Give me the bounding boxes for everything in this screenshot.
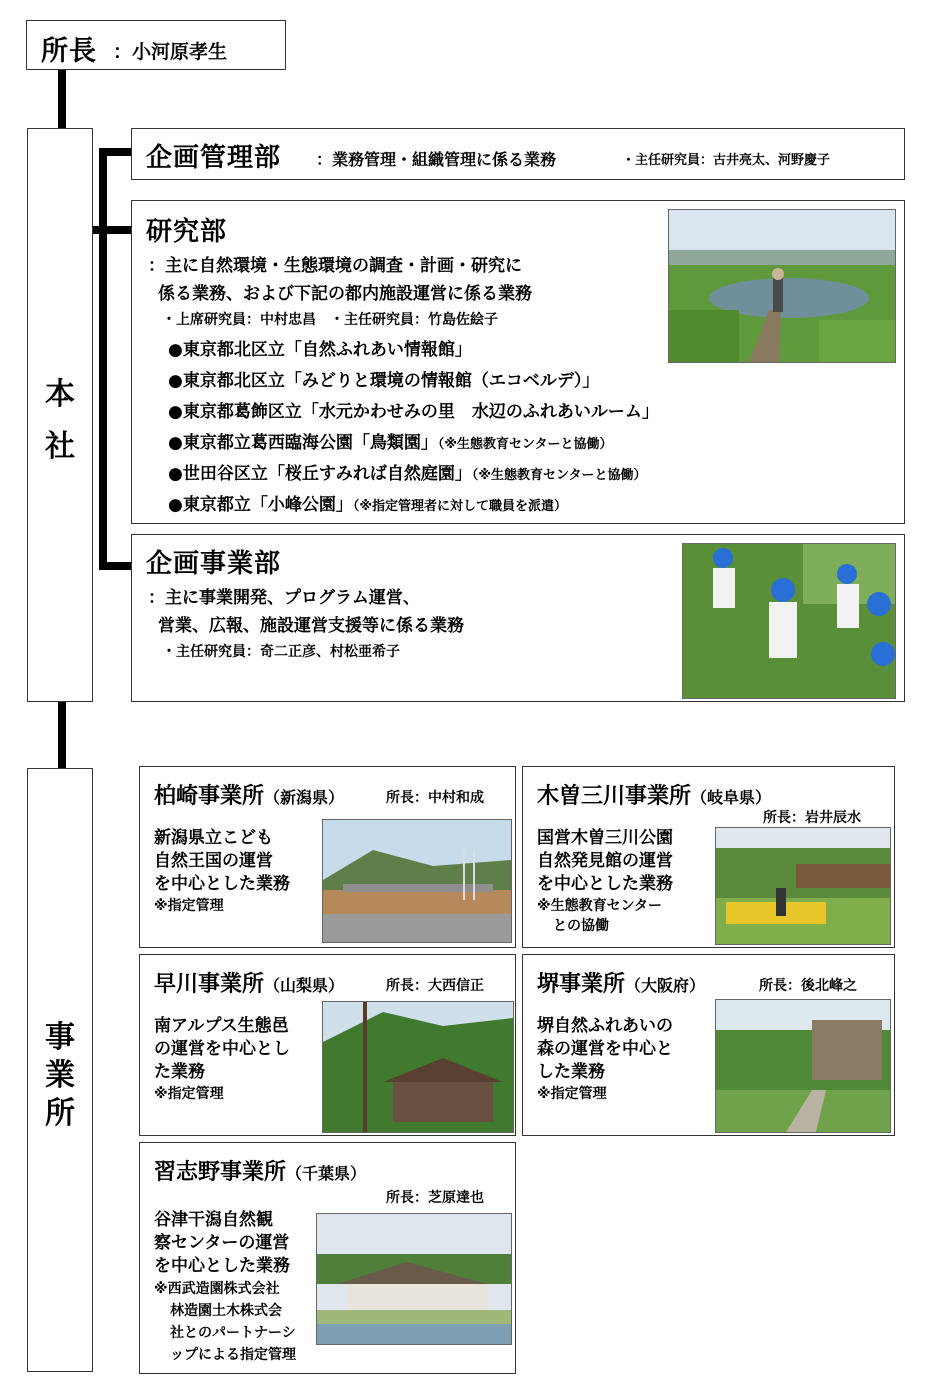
office-desc — [154, 827, 290, 916]
kenkyu-box — [131, 200, 905, 524]
office-head: 所長：大西信正 — [386, 978, 484, 994]
desc-line: 南アルプス生態邑 — [154, 1016, 289, 1036]
honsha-label — [28, 369, 92, 473]
connector-kenkyu — [92, 226, 132, 234]
honsha-char-1: 本 — [45, 377, 75, 412]
director-name: ：小河原孝生 — [113, 41, 228, 63]
kikaku-jigyo-title: 企画事業部 — [146, 549, 282, 579]
facility-main: ●東京都立「小峰公園」 — [168, 495, 353, 515]
office-kashiwazaki-header — [154, 779, 344, 810]
director-title: 所長 — [41, 36, 97, 67]
note-line: ※指定管理 — [537, 1086, 607, 1102]
facility-item — [168, 335, 659, 366]
kenkyu-desc-1: ：主に自然環境・生態環境の調査・計画・研究に — [148, 256, 522, 276]
children-photo-illustration — [683, 544, 895, 698]
desc-line: 自然発見館の運営 — [537, 851, 673, 871]
hayakawa-photo-illustration — [323, 1002, 513, 1132]
facility-main: ●世田谷区立「桜丘すみれば自然庭園」 — [168, 464, 472, 484]
facility-note: （※指定管理者に対して職員を派遣） — [352, 499, 567, 514]
kikaku-kanri-staff: ・主任研究員：古井亮太、河野慶子 — [622, 153, 831, 168]
office-sakai — [522, 954, 895, 1136]
note-line: ※指定管理 — [154, 898, 224, 914]
facility-item — [168, 428, 659, 459]
office-sakai-photo — [715, 999, 891, 1133]
office-pref: （岐阜県） — [691, 788, 772, 807]
note-line: との協働 — [553, 918, 609, 934]
connector-honsha-branch — [99, 150, 107, 568]
desc-line: 新潟県立こども — [154, 828, 273, 848]
office-narashino-header — [154, 1155, 366, 1186]
office-desc — [537, 827, 673, 936]
desc-line: 森の運営を中心と — [537, 1039, 673, 1059]
office-hayakawa-photo — [322, 1001, 514, 1133]
office-kashiwazaki — [139, 766, 516, 948]
office-title: 木曽三川事業所 — [537, 784, 692, 809]
office-desc — [154, 1209, 296, 1366]
kiso-photo-illustration — [716, 828, 890, 944]
office-narashino-photo — [316, 1213, 512, 1345]
office-head: 所長：岩井辰水 — [763, 810, 861, 826]
kikaku-kanri-box — [131, 128, 905, 180]
desc-line: 察センターの運営 — [154, 1233, 290, 1253]
jigyosho-box — [27, 768, 93, 1372]
kenkyu-title: 研究部 — [146, 217, 228, 247]
kenkyu-staff: ・上席研究員：中村忠昌 ・主任研究員：竹島佐絵子 — [162, 312, 498, 328]
kikaku-jigyo-desc-2: 営業、広報、施設運営支援等に係る業務 — [158, 616, 464, 636]
connector-honsha-jigyosho — [58, 700, 66, 768]
note-line: ップによる指定管理 — [170, 1347, 296, 1363]
desc-line: 谷津干潟自然観 — [154, 1210, 273, 1230]
kenkyu-facility-list — [168, 335, 659, 521]
note-line: ※生態教育センター — [537, 898, 663, 914]
connector-kikaku-kanri — [99, 148, 132, 156]
sakai-photo-illustration — [716, 1000, 890, 1132]
desc-line: 自然王国の運営 — [154, 851, 273, 871]
office-title: 柏崎事業所 — [154, 784, 265, 809]
office-pref: （新潟県） — [264, 788, 345, 807]
facility-item — [168, 366, 659, 397]
kikaku-jigyo-staff: ・主任研究員：奇二正彦、村松亜希子 — [162, 644, 400, 660]
office-kashiwazaki-photo — [322, 819, 512, 943]
office-narashino — [139, 1142, 516, 1374]
connector-director-honsha — [58, 70, 66, 130]
desc-line: 堺自然ふれあいの — [537, 1016, 673, 1036]
office-sakai-header — [537, 967, 705, 998]
facility-item — [168, 397, 659, 428]
office-pref: （山梨県） — [264, 976, 345, 995]
desc-line: を中心とした業務 — [537, 874, 673, 894]
director-box — [26, 20, 286, 70]
kikaku-kanri-desc: ：業務管理・組織管理に係る業務 — [316, 150, 557, 169]
note-line: 林造園土木株式会 — [170, 1303, 282, 1319]
facility-item — [168, 490, 659, 521]
desc-line: の運営を中心とし — [154, 1039, 290, 1059]
kenkyu-photo — [668, 209, 896, 363]
connector-kikaku-jigyo — [99, 562, 132, 570]
facility-main: ●東京都葛飾区立「水元かわせみの里 水辺のふれあいルーム」 — [168, 402, 659, 422]
note-line: 社とのパートナーシ — [170, 1325, 296, 1341]
office-desc — [537, 1015, 673, 1104]
office-hayakawa-header — [154, 967, 344, 998]
wetland-photo-illustration — [669, 210, 895, 362]
facility-main: ●東京都北区立「みどりと環境の情報館（エコベルデ）」 — [168, 371, 600, 391]
office-head: 所長：後北峰之 — [759, 978, 857, 994]
office-title: 堺事業所 — [537, 972, 626, 997]
office-kiso-header — [537, 779, 771, 810]
narashino-photo-illustration — [317, 1214, 511, 1344]
note-line: ※指定管理 — [154, 1086, 224, 1102]
desc-line: した業務 — [537, 1062, 605, 1082]
honsha-char-2: 社 — [45, 429, 75, 464]
kikaku-jigyo-desc-1: ：主に事業開発、プログラム運営、 — [148, 588, 420, 608]
desc-line: た業務 — [154, 1062, 205, 1082]
office-title: 習志野事業所 — [154, 1160, 287, 1185]
office-head: 所長：芝原達也 — [386, 1190, 484, 1206]
jigyosho-char-3: 所 — [45, 1096, 75, 1131]
desc-line: を中心とした業務 — [154, 874, 290, 894]
jigyosho-label — [28, 1019, 92, 1133]
kenkyu-desc-2: 係る業務、および下記の都内施設運営に係る業務 — [158, 284, 532, 304]
office-pref: （大阪府） — [625, 976, 706, 995]
kikaku-kanri-title: 企画管理部 — [146, 143, 282, 173]
facility-note: （※生態教育センターと協働） — [437, 437, 613, 452]
office-pref: （千葉県） — [286, 1164, 367, 1183]
kikaku-jigyo-photo — [682, 543, 896, 699]
office-kiso — [522, 766, 895, 948]
desc-line: を中心とした業務 — [154, 1256, 290, 1276]
desc-line: 国営木曽三川公園 — [537, 828, 673, 848]
office-kiso-photo — [715, 827, 891, 945]
jigyosho-char-1: 事 — [45, 1020, 75, 1055]
jigyosho-char-2: 業 — [45, 1058, 75, 1093]
facility-note: （※生態教育センターと協働） — [471, 468, 647, 483]
honsha-box — [27, 128, 93, 702]
facility-main: ●東京都北区立「自然ふれあい情報館」 — [168, 340, 472, 360]
kikaku-jigyo-box — [131, 534, 905, 702]
kashiwazaki-photo-illustration — [323, 820, 511, 942]
office-head: 所長：中村和成 — [386, 790, 484, 806]
office-desc — [154, 1015, 290, 1104]
office-hayakawa — [139, 954, 516, 1136]
facility-item — [168, 459, 659, 490]
office-title: 早川事業所 — [154, 972, 265, 997]
note-line: ※西武造園株式会社 — [154, 1281, 280, 1297]
facility-main: ●東京都立葛西臨海公園「鳥類園」 — [168, 433, 438, 453]
